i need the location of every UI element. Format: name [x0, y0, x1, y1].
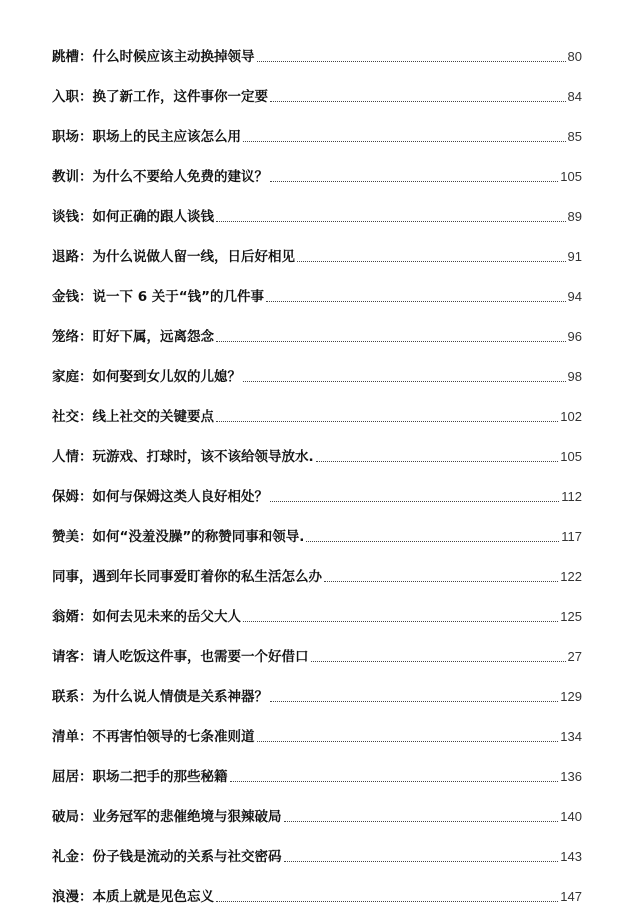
toc-entry[interactable] [52, 186, 582, 226]
toc-entry[interactable] [52, 506, 582, 546]
dot-leader [270, 180, 558, 182]
toc-entry-page-number: 122 [560, 569, 582, 584]
toc-entry[interactable] [52, 306, 582, 346]
toc-entry-title: 谈钱：如何正确的跟人谈钱 [52, 209, 214, 225]
dot-leader [216, 340, 566, 342]
toc-entry-page-number: 140 [560, 809, 582, 824]
toc-entry-title: 社交：线上社交的关键要点 [52, 409, 214, 425]
toc-entry[interactable] [52, 26, 582, 66]
toc-entry-page-number: 117 [561, 529, 582, 544]
toc-entry-title: 请客：请人吃饭这件事，也需要一个好借口 [52, 649, 309, 665]
dot-leader [316, 460, 559, 462]
toc-entry-title: 教训：为什么不要给人免费的建议？ [52, 169, 268, 185]
toc-entry-title: 保姆：如何与保姆这类人良好相处？ [52, 489, 268, 505]
toc-entry-page-number: 89 [567, 209, 582, 224]
toc-entry[interactable] [52, 146, 582, 186]
dot-leader [257, 60, 566, 62]
toc-entry-title: 同事，遇到年长同事爱盯着你的私生活怎么办 [52, 569, 322, 585]
dot-leader [230, 780, 559, 782]
toc-entry-title: 人情：玩游戏、打球时，该不该给领导放水. [52, 449, 314, 465]
toc-entry-page-number: 125 [560, 609, 582, 624]
toc-entry-title: 职场：职场上的民主应该怎么用 [52, 129, 241, 145]
toc-entry-page-number: 94 [567, 289, 582, 304]
toc-entry[interactable] [52, 386, 582, 426]
toc-entry-title: 翁婿：如何去见未来的岳父大人 [52, 609, 241, 625]
toc-entry-page-number: 129 [560, 689, 582, 704]
toc-entry-title: 礼金：份子钱是流动的关系与社交密码 [52, 849, 282, 865]
toc-entry-page-number: 27 [567, 649, 582, 664]
dot-leader [216, 220, 566, 222]
toc-entry-title: 浪漫：本质上就是见色忘义 [52, 889, 214, 905]
toc-entry-title: 赞美：如何“没羞没臊”的称赞同事和领导. [52, 529, 305, 545]
toc-entry-title: 破局：业务冠军的悲催绝境与狠辣破局 [52, 809, 282, 825]
toc-entry[interactable] [52, 346, 582, 386]
toc-entry[interactable] [52, 586, 582, 626]
dot-leader [306, 540, 559, 542]
dot-leader [270, 100, 566, 102]
dot-leader [257, 740, 559, 742]
toc-entry[interactable] [52, 466, 582, 506]
dot-leader [284, 820, 559, 822]
toc-entry-page-number: 147 [560, 889, 582, 904]
toc-entry-title: 入职：换了新工作，这件事你一定要 [52, 89, 268, 105]
dot-leader [216, 900, 558, 902]
dot-leader [297, 260, 566, 262]
toc-entry[interactable] [52, 546, 582, 586]
toc-entry[interactable] [52, 706, 582, 746]
toc-entry-page-number: 143 [560, 849, 582, 864]
toc-entry-page-number: 96 [567, 329, 582, 344]
toc-entry[interactable] [52, 426, 582, 466]
toc-entry[interactable] [52, 826, 582, 866]
toc-entry-title: 笼络：盯好下属，远离怨念 [52, 329, 214, 345]
toc-entry-page-number: 105 [560, 169, 582, 184]
toc-entry[interactable] [52, 666, 582, 706]
dot-leader [243, 140, 566, 142]
dot-leader [324, 580, 558, 582]
dot-leader [311, 660, 566, 662]
toc-entry-title: 清单：不再害怕领导的七条准则道 [52, 729, 255, 745]
toc-entry-page-number: 84 [567, 89, 582, 104]
dot-leader [216, 420, 558, 422]
toc-entry[interactable] [52, 226, 582, 266]
toc-entry-page-number: 102 [560, 409, 582, 424]
toc-entry-page-number: 112 [561, 489, 582, 504]
dot-leader [243, 620, 558, 622]
toc-entry-page-number: 80 [567, 49, 582, 64]
toc-entry-title: 退路：为什么说做人留一线，日后好相见 [52, 249, 295, 265]
toc-entry-title: 联系：为什么说人情债是关系神器？ [52, 689, 268, 705]
toc-entry[interactable] [52, 866, 582, 906]
toc-entry-page-number: 91 [567, 249, 582, 264]
toc-entry[interactable] [52, 266, 582, 306]
dot-leader [270, 500, 559, 502]
dot-leader [270, 700, 558, 702]
toc-entry-title: 跳槽：什么时候应该主动换掉领导 [52, 49, 255, 65]
toc-entry-page-number: 85 [567, 129, 582, 144]
toc-entry[interactable] [52, 746, 582, 786]
dot-leader [243, 380, 566, 382]
dot-leader [266, 300, 565, 302]
toc-entry[interactable] [52, 626, 582, 666]
table-of-contents [52, 26, 582, 906]
toc-entry-title: 金钱：说一下 6 关于“钱”的几件事 [52, 289, 265, 305]
toc-entry-page-number: 105 [560, 449, 582, 464]
dot-leader [284, 860, 559, 862]
toc-entry[interactable] [52, 786, 582, 826]
toc-entry-title: 屈居：职场二把手的那些秘籍 [52, 769, 228, 785]
toc-entry[interactable] [52, 106, 582, 146]
toc-entry-title: 家庭：如何娶到女儿奴的儿媳？ [52, 369, 241, 385]
toc-entry-page-number: 134 [560, 729, 582, 744]
toc-entry[interactable] [52, 66, 582, 106]
toc-entry-page-number: 136 [560, 769, 582, 784]
toc-entry-page-number: 98 [567, 369, 582, 384]
